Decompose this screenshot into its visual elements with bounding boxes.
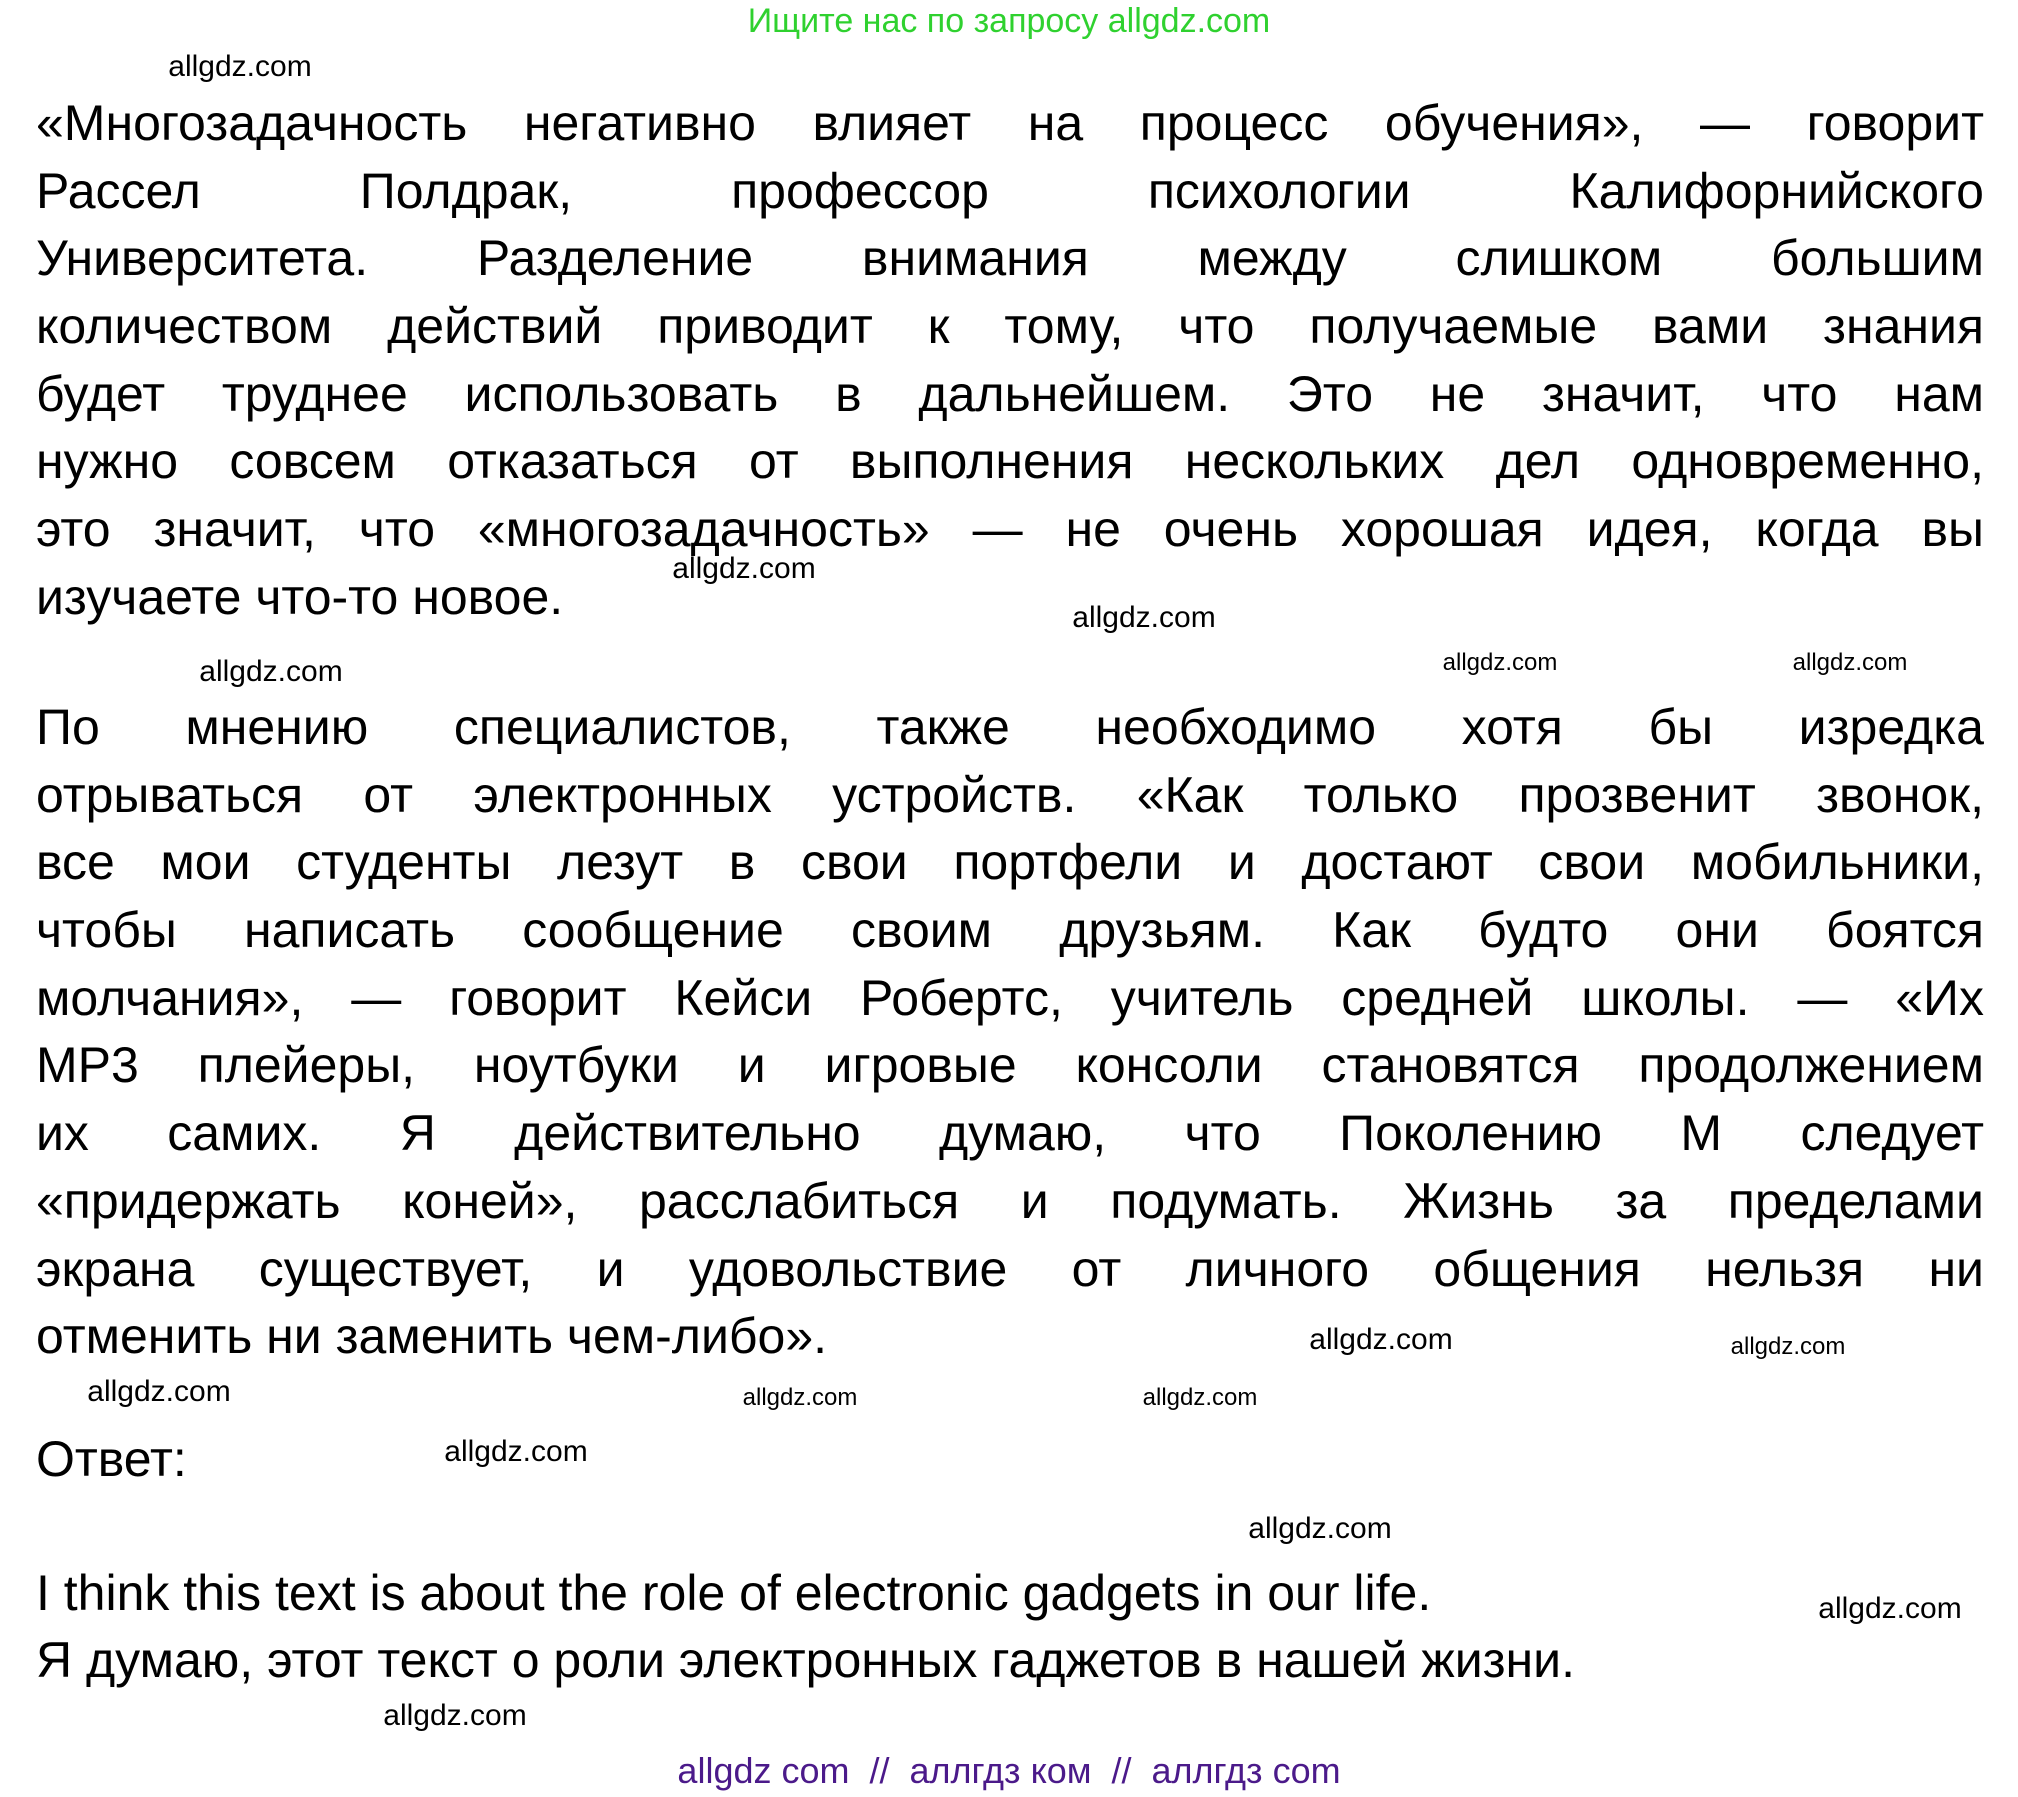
watermark: allgdz.com — [1142, 1384, 1258, 1411]
watermark: allgdz.com — [87, 1375, 231, 1408]
text-line: отрываться от электронных устройств. «Как только прозвенит звонок, — [36, 766, 1984, 823]
text-line: MP3 плейеры, ноутбуки и игровые консоли становятся продолжением — [36, 1037, 1984, 1094]
text-line: все мои студенты лезут в свои портфели и достают свои мобильники, — [36, 834, 1984, 891]
text-line: Университета. Разделение внимания между слишком большим — [36, 230, 1984, 287]
text-line: будет труднее использовать в дальнейшем. Это не значит, что нам — [36, 365, 1984, 422]
watermark: allgdz.com — [1442, 649, 1558, 676]
text-line: это значит, что «многозадачность» — не очень хорошая идея, когда вы — [36, 501, 1984, 558]
watermark: allgdz.com — [1248, 1512, 1392, 1545]
text-line: отменить ни заменить чем-либо». — [36, 1308, 828, 1365]
answer-english: I think this text is about the role of electronic gadgets in our life. — [36, 1565, 1432, 1621]
watermark: allgdz.com — [199, 655, 343, 688]
text-line: молчания», — говорит Кейси Робертс, учитель средней школы. — «Их — [36, 969, 1984, 1026]
watermark: allgdz.com — [168, 50, 312, 83]
watermark: allgdz.com — [383, 1699, 527, 1732]
watermark: allgdz.com — [672, 552, 816, 585]
paragraph-2 — [36, 694, 1984, 1371]
watermark: allgdz.com — [1792, 649, 1908, 676]
text-line: По мнению специалистов, также необходимо хотя бы изредка — [36, 699, 1984, 755]
watermark: allgdz.com — [742, 1384, 858, 1411]
answer-label: Ответ: — [36, 1431, 187, 1487]
watermark: allgdz.com — [1818, 1592, 1962, 1625]
watermark: allgdz.com — [1072, 601, 1216, 634]
paragraph-1 — [36, 90, 1984, 632]
answer-russian: Я думаю, этот текст о роли электронных гаджетов в нашей жизни. — [36, 1632, 1575, 1688]
watermark: allgdz.com — [1309, 1323, 1453, 1356]
text-line: их самих. Я действительно думаю, что Поколению М следует — [36, 1105, 1984, 1162]
text-line: нужно совсем отказаться от выполнения нескольких дел одновременно, — [36, 433, 1984, 490]
watermark: allgdz.com — [1730, 1333, 1846, 1360]
text-line: «придержать коней», расслабиться и подумать. Жизнь за пределами — [36, 1172, 1984, 1229]
text-line: количеством действий приводит к тому, что получаемые вами знания — [36, 298, 1984, 355]
text-line: экрана существует, и удовольствие от личного общения нельзя ни — [36, 1240, 1984, 1297]
text-line: Рассел Полдрак, профессор психологии Калифорнийского — [36, 162, 1984, 219]
text-line: «Многозадачность негативно влияет на процесс обучения», — говорит — [36, 95, 1984, 151]
footer-links: allgdz com // аллгдз ком // аллгдз com — [677, 1750, 1341, 1791]
watermark: allgdz.com — [444, 1435, 588, 1468]
text-line: изучаете что-то новое. — [36, 568, 564, 625]
text-line: чтобы написать сообщение своим друзьям. Как будто они боятся — [36, 902, 1984, 959]
header-promo: Ищите нас по запросу allgdz.com — [747, 2, 1271, 40]
